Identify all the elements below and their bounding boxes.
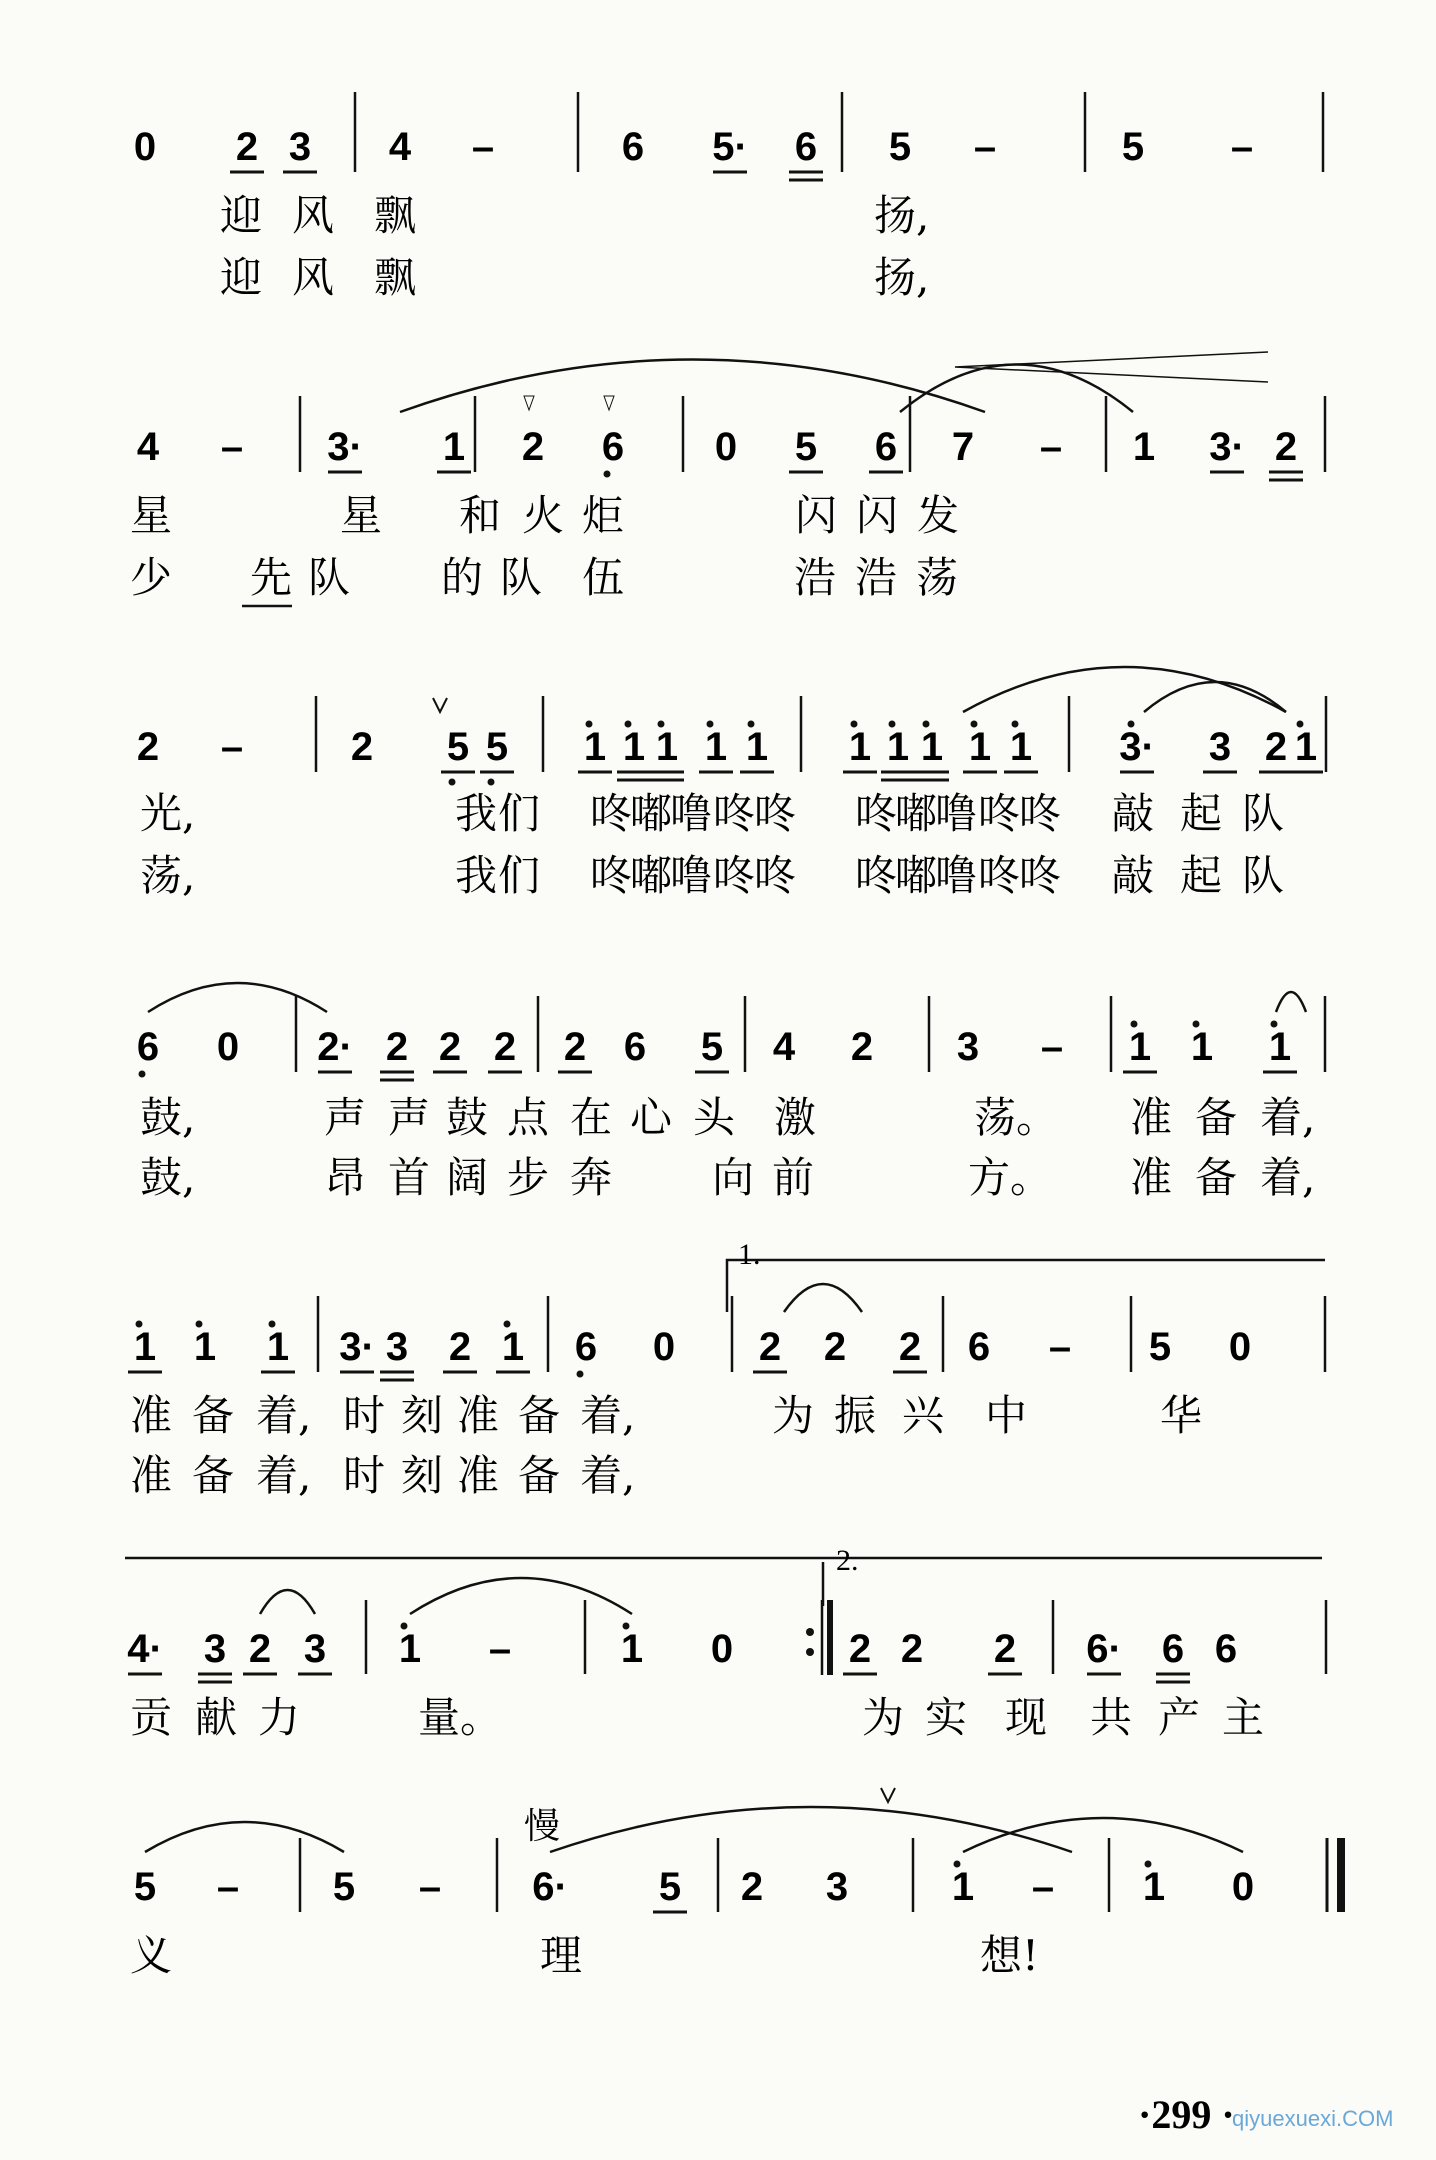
note: – xyxy=(1031,1865,1055,1909)
lyric: 首 xyxy=(388,1153,431,1202)
lyric: 浩 xyxy=(794,553,837,602)
note: 1 xyxy=(1294,725,1318,769)
note: 3 xyxy=(956,1025,980,1069)
lyric: 咚 xyxy=(855,851,898,900)
slur xyxy=(1276,992,1306,1012)
slur xyxy=(784,1284,862,1312)
slur xyxy=(400,360,985,413)
lyric: 的 xyxy=(441,553,484,602)
slur xyxy=(145,1822,344,1852)
lyric: 浩 xyxy=(855,553,898,602)
note: 1 xyxy=(620,1627,644,1671)
lyric: 咚 xyxy=(713,789,756,838)
note: 6 xyxy=(1214,1627,1238,1671)
lyric: 咚 xyxy=(754,789,797,838)
notes-layer xyxy=(127,125,1317,1909)
lyric: 风 xyxy=(292,191,335,240)
note: 4· xyxy=(127,1627,163,1671)
note: 1 xyxy=(1190,1025,1214,1069)
lyric: 着, xyxy=(1260,1093,1316,1142)
lyric: 星 xyxy=(130,491,173,540)
slur xyxy=(260,1590,315,1614)
note: 2 xyxy=(248,1627,272,1671)
note: – xyxy=(220,425,244,469)
lyric: 敲 xyxy=(1112,851,1155,900)
lyric: 光, xyxy=(140,789,196,838)
lyric: 共 xyxy=(1090,1693,1133,1742)
note: 1 xyxy=(1128,1025,1152,1069)
note: – xyxy=(488,1627,512,1671)
note: 2 xyxy=(898,1325,922,1369)
note: 1 xyxy=(745,725,769,769)
lyric: 着, xyxy=(580,1391,636,1440)
lyric: 义 xyxy=(130,1931,173,1980)
breath-mark xyxy=(433,698,447,712)
lyric: 中 xyxy=(985,1391,1028,1440)
note: 3 xyxy=(288,125,312,169)
note: – xyxy=(220,725,244,769)
lyric: 星 xyxy=(340,491,383,540)
note: 4 xyxy=(388,125,412,169)
lyric: 准 xyxy=(457,1451,500,1500)
note: 4 xyxy=(772,1025,796,1069)
note: 2 xyxy=(1264,725,1288,769)
note: 1 xyxy=(266,1325,290,1369)
lyric: 鼓, xyxy=(140,1153,196,1202)
note: 2 xyxy=(136,725,160,769)
note: 1 xyxy=(193,1325,217,1369)
note: 5 xyxy=(446,725,470,769)
lyric: 迎 xyxy=(220,253,263,302)
watermark: qiyuexuexi.COM xyxy=(1232,2106,1394,2131)
note: 2 xyxy=(993,1627,1017,1671)
lyric: 嘟 xyxy=(630,851,673,900)
slur xyxy=(410,1578,632,1614)
slur xyxy=(550,1807,1072,1852)
lyric: 理 xyxy=(540,1931,583,1980)
lyric: 咚 xyxy=(590,789,633,838)
note: 1 xyxy=(398,1627,422,1671)
lyric: 队 xyxy=(1242,789,1285,838)
note: 5 xyxy=(1121,125,1145,169)
lyric: 心 xyxy=(630,1093,673,1142)
note: 7 xyxy=(951,425,975,469)
note: – xyxy=(973,125,997,169)
note: 1 xyxy=(501,1325,525,1369)
note: 2 xyxy=(438,1025,462,1069)
lyric: 着, xyxy=(256,1391,312,1440)
lyric: 振 xyxy=(834,1391,877,1440)
lyric: 刻 xyxy=(401,1451,444,1500)
lyric: 咚 xyxy=(978,789,1021,838)
note: 1 xyxy=(704,725,728,769)
lyric: 咚 xyxy=(713,851,756,900)
lyric: 阔 xyxy=(446,1153,489,1202)
lyric: 准 xyxy=(1130,1093,1173,1142)
note: 2 xyxy=(758,1325,782,1369)
lyric: 嘟 xyxy=(895,851,938,900)
note: 3 xyxy=(825,1865,849,1909)
lyric: 准 xyxy=(457,1391,500,1440)
lyric: 兴 xyxy=(902,1391,945,1440)
accent-mark xyxy=(524,396,534,410)
lyric: 噜 xyxy=(670,851,713,900)
lyric: 嘟 xyxy=(630,789,673,838)
lyric: 为 xyxy=(772,1391,815,1440)
note: 1 xyxy=(583,725,607,769)
note: 6 xyxy=(874,425,898,469)
lyric: 备 xyxy=(1195,1153,1238,1202)
lyric: 扬, xyxy=(874,253,930,302)
lyric: 激 xyxy=(774,1093,817,1142)
lyric: 备 xyxy=(518,1451,561,1500)
note: 5 xyxy=(1148,1325,1172,1369)
lyric: 步 xyxy=(507,1153,550,1202)
note: 2 xyxy=(740,1865,764,1909)
note: 1 xyxy=(1268,1025,1292,1069)
lyric: 咚 xyxy=(978,851,1021,900)
lyric: 前 xyxy=(772,1153,815,1202)
lyric: 队 xyxy=(308,553,351,602)
lyric: 飘 xyxy=(374,191,417,240)
note: – xyxy=(1039,425,1063,469)
crescendo-hairpin xyxy=(955,352,1268,382)
lyric: 点 xyxy=(507,1093,550,1142)
lyric: 声 xyxy=(324,1093,367,1142)
lyric: 华 xyxy=(1160,1391,1203,1440)
note: 0 xyxy=(216,1025,240,1069)
lyric: 们 xyxy=(498,851,541,900)
note: 5 xyxy=(700,1025,724,1069)
lyric: 噜 xyxy=(935,851,978,900)
note: 6 xyxy=(574,1325,598,1369)
lyric: 主 xyxy=(1222,1693,1265,1742)
lyric: 炬 xyxy=(582,491,625,540)
note: 0 xyxy=(1228,1325,1252,1369)
note: 3· xyxy=(339,1325,375,1369)
lyric: 准 xyxy=(130,1451,173,1500)
lyric: 和 xyxy=(459,491,502,540)
lyric: 风 xyxy=(292,253,335,302)
lyric: 时 xyxy=(343,1451,386,1500)
lyric: 闪 xyxy=(856,491,899,540)
note: 5 xyxy=(133,1865,157,1909)
note: 5 xyxy=(332,1865,356,1909)
lyric: 伍 xyxy=(582,553,625,602)
note: 5 xyxy=(794,425,818,469)
note: 6 xyxy=(1161,1627,1185,1671)
lyric: 准 xyxy=(130,1391,173,1440)
note: 3 xyxy=(203,1627,227,1671)
page-number: ·299 · xyxy=(1138,2092,1235,2137)
note: 2 xyxy=(848,1627,872,1671)
lyric: 队 xyxy=(1242,851,1285,900)
lyric: 着, xyxy=(580,1451,636,1500)
lyric: 敲 xyxy=(1112,789,1155,838)
note: 3· xyxy=(327,425,363,469)
lyric: 鼓, xyxy=(140,1093,196,1142)
lyric: 扬, xyxy=(874,191,930,240)
lyric: 方。 xyxy=(968,1153,1053,1202)
note: – xyxy=(471,125,495,169)
lyric: 备 xyxy=(1195,1093,1238,1142)
note: 6 xyxy=(601,425,625,469)
accent-mark xyxy=(604,396,614,410)
note: 1 xyxy=(968,725,992,769)
note: – xyxy=(216,1865,240,1909)
breath-mark xyxy=(881,1788,895,1802)
note: 0 xyxy=(133,125,157,169)
lyric: 噜 xyxy=(670,789,713,838)
lyric: 刻 xyxy=(401,1391,444,1440)
lyric: 嘟 xyxy=(895,789,938,838)
note: 1 xyxy=(951,1865,975,1909)
note: 1 xyxy=(622,725,646,769)
lyric: 声 xyxy=(388,1093,431,1142)
lyric: 发 xyxy=(917,491,960,540)
note: 2 xyxy=(823,1325,847,1369)
note: 5 xyxy=(658,1865,682,1909)
low-octave-dot xyxy=(577,1371,584,1378)
note: 3 xyxy=(1208,725,1232,769)
lyric: 贡 xyxy=(130,1693,173,1742)
lyric: 队 xyxy=(500,553,543,602)
lyric: 咚 xyxy=(1019,851,1062,900)
note: 2· xyxy=(317,1025,353,1069)
slur xyxy=(963,1818,1243,1852)
lyric: 咚 xyxy=(754,851,797,900)
low-octave-dot xyxy=(604,471,611,478)
note: 1 xyxy=(920,725,944,769)
slur xyxy=(900,365,1133,413)
lyric: 时 xyxy=(343,1391,386,1440)
misc-layer xyxy=(524,1238,1393,2137)
note: 2 xyxy=(900,1627,924,1671)
lyric: 向 xyxy=(712,1153,755,1202)
lyric: 想! xyxy=(980,1931,1039,1980)
lyric: 量。 xyxy=(418,1693,503,1742)
note: 5 xyxy=(888,125,912,169)
lyric: 为 xyxy=(862,1693,905,1742)
note: 5 xyxy=(485,725,509,769)
lyric: 咚 xyxy=(1019,789,1062,838)
lyric: 现 xyxy=(1005,1693,1048,1742)
note: 2 xyxy=(385,1025,409,1069)
lyric: 先 xyxy=(250,553,293,602)
lyric: 火 xyxy=(522,491,565,540)
note: 6 xyxy=(967,1325,991,1369)
lyric: 迎 xyxy=(220,191,263,240)
lyric: 少 xyxy=(130,553,173,602)
note: 0 xyxy=(710,1627,734,1671)
note: 0 xyxy=(1231,1865,1255,1909)
note: 2 xyxy=(850,1025,874,1069)
first-ending-label: 1. xyxy=(738,1238,761,1271)
lyric: 献 xyxy=(195,1693,238,1742)
note: – xyxy=(1048,1325,1072,1369)
lyric: 准 xyxy=(1130,1153,1173,1202)
note: 2 xyxy=(521,425,545,469)
note: 1 xyxy=(655,725,679,769)
lyric: 我 xyxy=(455,851,498,900)
lyric: 起 xyxy=(1180,851,1223,900)
lyric: 飘 xyxy=(374,253,417,302)
slur xyxy=(963,667,1286,712)
note: 1 xyxy=(1132,425,1156,469)
note: 3 xyxy=(303,1627,327,1671)
note: – xyxy=(1040,1025,1064,1069)
low-octave-dot xyxy=(449,779,456,786)
lyric: 备 xyxy=(192,1391,235,1440)
lyric: 荡。 xyxy=(974,1093,1059,1142)
note: 1 xyxy=(442,425,466,469)
note: 3· xyxy=(1119,725,1155,769)
note: – xyxy=(418,1865,442,1909)
lyric: 力 xyxy=(258,1693,301,1742)
repeat-dot xyxy=(806,1628,814,1636)
note: 2 xyxy=(448,1325,472,1369)
note: 2 xyxy=(235,125,259,169)
lyric: 荡 xyxy=(916,553,959,602)
note: 6 xyxy=(621,125,645,169)
note: 2 xyxy=(1274,425,1298,469)
lyric: 着, xyxy=(256,1451,312,1500)
note: 1 xyxy=(1009,725,1033,769)
note: 6· xyxy=(532,1865,568,1909)
lyric: 奔 xyxy=(570,1153,613,1202)
lyric: 鼓 xyxy=(446,1093,489,1142)
lyric: 咚 xyxy=(855,789,898,838)
low-octave-dot xyxy=(139,1071,146,1078)
note: 0 xyxy=(652,1325,676,1369)
second-ending-label: 2. xyxy=(836,1544,859,1577)
lyric: 咚 xyxy=(590,851,633,900)
lyric: 备 xyxy=(518,1391,561,1440)
low-octave-dot xyxy=(488,779,495,786)
note: 1 xyxy=(848,725,872,769)
note: 6· xyxy=(1086,1627,1122,1671)
lyric: 着, xyxy=(1260,1153,1316,1202)
note: 2 xyxy=(563,1025,587,1069)
repeat-dot xyxy=(806,1648,814,1656)
lyric: 备 xyxy=(192,1451,235,1500)
note: 0 xyxy=(714,425,738,469)
lyric: 产 xyxy=(1158,1693,1201,1742)
lyric: 起 xyxy=(1180,789,1223,838)
slur xyxy=(1144,682,1286,712)
lyric: 昂 xyxy=(324,1153,367,1202)
note: 1 xyxy=(133,1325,157,1369)
note: 2 xyxy=(493,1025,517,1069)
tempo-mark-slow: 慢 xyxy=(524,1806,561,1847)
lyric: 闪 xyxy=(795,491,838,540)
note: 2 xyxy=(350,725,374,769)
lyric: 们 xyxy=(498,789,541,838)
note: 3 xyxy=(385,1325,409,1369)
note: 3· xyxy=(1209,425,1245,469)
note: – xyxy=(1230,125,1254,169)
lyric: 荡, xyxy=(140,851,196,900)
lyric: 噜 xyxy=(935,789,978,838)
lyric: 在 xyxy=(570,1093,613,1142)
note: 1 xyxy=(886,725,910,769)
note: 6 xyxy=(623,1025,647,1069)
slur xyxy=(148,983,327,1012)
note: 4 xyxy=(136,425,160,469)
note: 5· xyxy=(712,125,748,169)
lyric: 头 xyxy=(693,1093,736,1142)
lyric: 我 xyxy=(455,789,498,838)
note: 6 xyxy=(136,1025,160,1069)
note: 1 xyxy=(1142,1865,1166,1909)
lyric: 实 xyxy=(925,1693,968,1742)
note: 6 xyxy=(794,125,818,169)
